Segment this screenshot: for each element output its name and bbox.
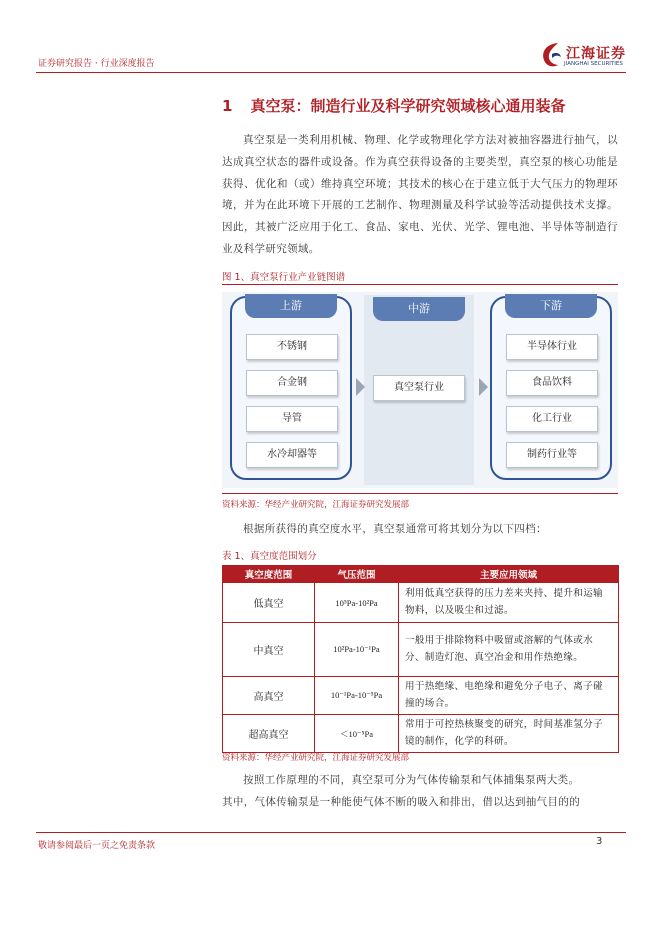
midstream-column bbox=[364, 295, 474, 485]
upstream-node: 导管 bbox=[246, 406, 338, 432]
section-number: 1 bbox=[222, 97, 233, 115]
cell-application: 利用低真空获得的压力差来夹持、提升和运输物料，以及吸尘和过滤。 bbox=[399, 583, 619, 623]
cell-range: 超高真空 bbox=[223, 715, 315, 753]
section-title bbox=[222, 95, 565, 116]
cell-application: 常用于可控热核聚变的研究，时间基准氢分子镜的制作，化学的科研。 bbox=[399, 715, 619, 753]
principle-line-1: 按照工作原理的不同，真空泵可分为气体传输泵和气体捕集泵两大类。 bbox=[243, 774, 580, 786]
midstream-node: 真空泵行业 bbox=[373, 375, 465, 401]
header-divider bbox=[36, 72, 626, 73]
classification-paragraph: 根据所获得的真空度水平，真空泵通常可将其划分为以下四档： bbox=[243, 523, 547, 535]
principle-line-2: 其中，气体传输泵是一种能使气体不断的吸入和排出，借以达到抽气目的的 bbox=[222, 796, 581, 808]
logo-mark-icon bbox=[538, 40, 566, 70]
report-type-label: 证券研究报告 · 行业深度报告 bbox=[38, 59, 155, 69]
table-row bbox=[223, 715, 619, 753]
upstream-panel bbox=[230, 296, 352, 480]
section-title-text: 真空泵：制造行业及科学研究领域核心通用装备 bbox=[250, 97, 566, 115]
figure-caption-divider bbox=[222, 284, 618, 285]
table-header-range: 真空度范围 bbox=[223, 566, 315, 583]
cell-pressure: 10⁻¹Pa-10⁻⁵Pa bbox=[315, 677, 399, 715]
table-row bbox=[223, 623, 619, 677]
cell-application: 用于热绝缘、电绝缘和避免分子电子、离子碰撞的场合。 bbox=[399, 677, 619, 715]
cell-pressure: ＜10⁻⁵Pa bbox=[315, 715, 399, 753]
table-header-row bbox=[223, 566, 619, 583]
footer-divider bbox=[36, 832, 626, 833]
downstream-node: 食品饮料 bbox=[506, 370, 598, 396]
cell-range: 高真空 bbox=[223, 677, 315, 715]
downstream-node: 化工行业 bbox=[506, 406, 598, 432]
cell-application: 一般用于排除物料中吸留或溶解的气体或水分、制造灯泡、真空冶金和用作热绝缘。 bbox=[399, 623, 619, 677]
figure-caption: 图 1、真空泵行业产业链图谱 bbox=[222, 272, 346, 283]
midstream-header: 中游 bbox=[373, 297, 465, 321]
company-logo bbox=[538, 40, 638, 70]
upstream-node: 合金钢 bbox=[246, 370, 338, 396]
downstream-node: 制药行业等 bbox=[506, 442, 598, 468]
table-row bbox=[223, 677, 619, 715]
table-header-pressure: 气压范围 bbox=[315, 566, 399, 583]
footer-disclaimer: 敬请参阅最后一页之免责条款 bbox=[38, 841, 156, 851]
downstream-header: 下游 bbox=[505, 294, 597, 318]
figure-source-divider bbox=[222, 493, 618, 494]
arrow-right-icon bbox=[479, 378, 488, 396]
figure-source: 资料来源：华经产业研究院，江海证券研究发展部 bbox=[222, 500, 410, 510]
upstream-header: 上游 bbox=[245, 294, 337, 318]
intro-paragraph: 真空泵是一类利用机械、物理、化学或物理化学方法对被抽容器进行抽气，以达成真空状态的器件或设备。作为真空获得设备的主要类型，真空泵的核心功能是获得、优化和（或）维持真空环境；其技术的核心在于建立低于大气压力的物理环境，并为在此环境下开展的工艺制作、物理测量及科学试验等活动提供技术支撑。因此，其被广泛应用于化工、食品、家电、光伏、光学、锂电池、半导体等制造行业及科学研究领域。 bbox=[222, 134, 618, 255]
cell-range: 低真空 bbox=[223, 583, 315, 623]
page-number: 3 bbox=[596, 836, 603, 847]
logo-name-cn: 江海证券 bbox=[566, 46, 626, 62]
table-row bbox=[223, 583, 619, 623]
arrow-right-icon bbox=[356, 378, 365, 396]
upstream-node: 不锈钢 bbox=[246, 334, 338, 360]
downstream-node: 半导体行业 bbox=[506, 334, 598, 360]
logo-name-en: JIANGHAI SECURITIES bbox=[564, 61, 623, 67]
cell-pressure: 10⁵Pa-10²Pa bbox=[315, 583, 399, 623]
cell-pressure: 10²Pa-10⁻¹Pa bbox=[315, 623, 399, 677]
table-header-application: 主要应用领域 bbox=[399, 566, 619, 583]
table-source: 资料来源：华经产业研究院，江海证券研究发展部 bbox=[222, 753, 410, 763]
table-caption: 表 1、真空度范围划分 bbox=[222, 551, 317, 562]
industry-chain-diagram bbox=[222, 292, 618, 488]
vacuum-range-table bbox=[222, 565, 618, 753]
downstream-panel bbox=[490, 296, 612, 480]
cell-range: 中真空 bbox=[223, 623, 315, 677]
upstream-node: 水冷却器等 bbox=[246, 442, 338, 468]
